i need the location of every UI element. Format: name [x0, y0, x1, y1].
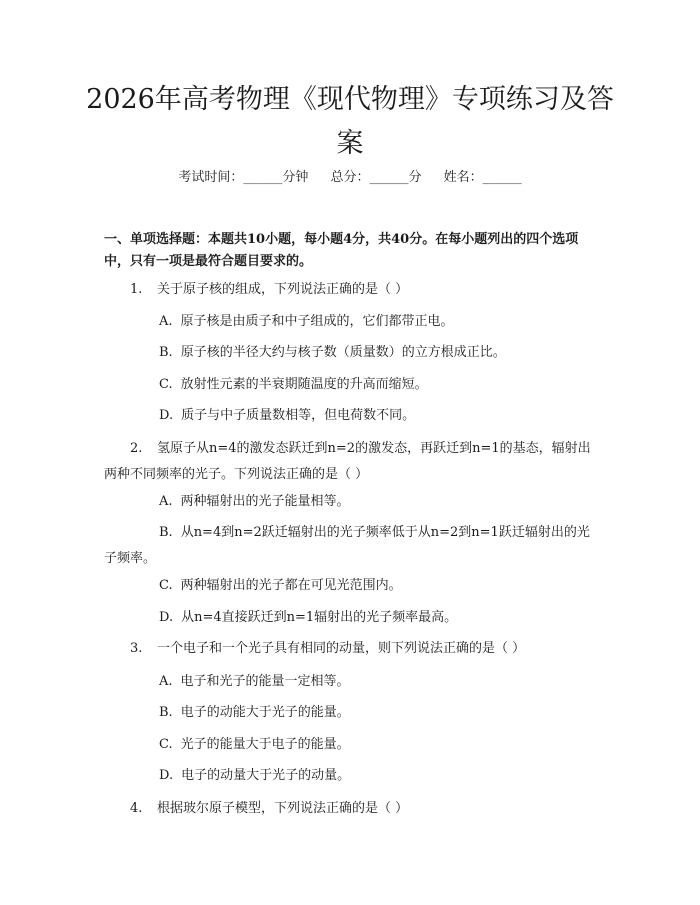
question-number: 4. [130, 801, 143, 816]
question-3-option-b [159, 700, 599, 726]
option-text: 电子的动能大于光子的能量。 [180, 705, 350, 720]
exam-total-score: 总分：______分 [330, 170, 422, 185]
question-text: 根据玻尔原子模型，下列说法正确的是（ ） [157, 801, 409, 816]
exam-meta [0, 168, 700, 188]
option-text: 光子的能量大于电子的能量。 [180, 737, 350, 752]
option-letter: C. [159, 377, 173, 392]
question-4 [104, 796, 602, 822]
question-1 [104, 277, 602, 303]
option-letter: A. [159, 494, 173, 509]
option-letter: B. [159, 345, 173, 360]
question-1-option-b [159, 340, 599, 366]
question-text: 一个电子和一个光子具有相同的动量，则下列说法正确的是（ ） [157, 641, 526, 656]
option-letter: C. [159, 578, 173, 593]
question-number: 3. [130, 641, 143, 656]
question-2-option-a [159, 489, 599, 515]
option-text: 原子核的半径大约与核子数（质量数）的立方根成正比。 [180, 345, 506, 360]
option-letter: D. [159, 408, 174, 423]
option-letter: D. [159, 768, 174, 783]
question-2-option-d [159, 605, 599, 631]
question-number: 1. [130, 282, 143, 297]
document-title: 2026年高考物理《现代物理》专项练习及答案 [86, 84, 614, 159]
question-3 [104, 636, 602, 662]
option-text: 两种辐射出的光子能量相等。 [180, 494, 350, 509]
option-letter: B. [159, 705, 173, 720]
section-heading: 一、单项选择题：本题共10小题，每小题4分，共40分。在每小题列出的四个选项中，只有一项是最符合题目要求的。 [104, 232, 579, 269]
question-3-option-a [159, 669, 599, 695]
option-text: 从n=4到n=2跃迁辐射出的光子频率低于从n=2到n=1跃迁辐射出的光子频率。 [104, 525, 590, 566]
option-text: 原子核是由质子和中子组成的，它们都带正电。 [180, 314, 454, 329]
question-2-option-b [104, 520, 602, 572]
option-letter: A. [159, 674, 173, 689]
question-1-option-c [159, 372, 599, 398]
question-1-option-a [159, 309, 599, 335]
option-text: 两种辐射出的光子都在可见光范围内。 [180, 578, 402, 593]
option-text: 质子与中子质量数相等，但电荷数不同。 [181, 408, 416, 423]
option-text: 放射性元素的半衰期随温度的升高而缩短。 [180, 377, 428, 392]
option-letter: C. [159, 737, 173, 752]
question-2 [104, 436, 602, 488]
option-letter: D. [159, 610, 174, 625]
question-3-option-c [159, 732, 599, 758]
exam-student-name: 姓名：______ [443, 170, 522, 185]
option-text: 电子和光子的能量一定相等。 [180, 674, 350, 689]
question-text: 关于原子核的组成，下列说法正确的是（ ） [157, 282, 409, 297]
question-2-option-c [159, 573, 599, 599]
question-text: 氢原子从n=4的激发态跃迁到n=2的激发态，再跃迁到n=1的基态，辐射出两种不同频率的光子。下列说法正确的是（ ） [104, 441, 591, 482]
option-text: 从n=4直接跃迁到n=1辐射出的光子频率最高。 [181, 610, 458, 625]
exam-time: 考试时间：______分钟 [178, 170, 309, 185]
question-number: 2. [130, 441, 143, 456]
question-1-option-d [159, 403, 599, 429]
question-3-option-d [159, 763, 599, 789]
option-text: 电子的动量大于光子的动量。 [181, 768, 351, 783]
option-letter: B. [159, 525, 173, 540]
option-letter: A. [159, 314, 173, 329]
